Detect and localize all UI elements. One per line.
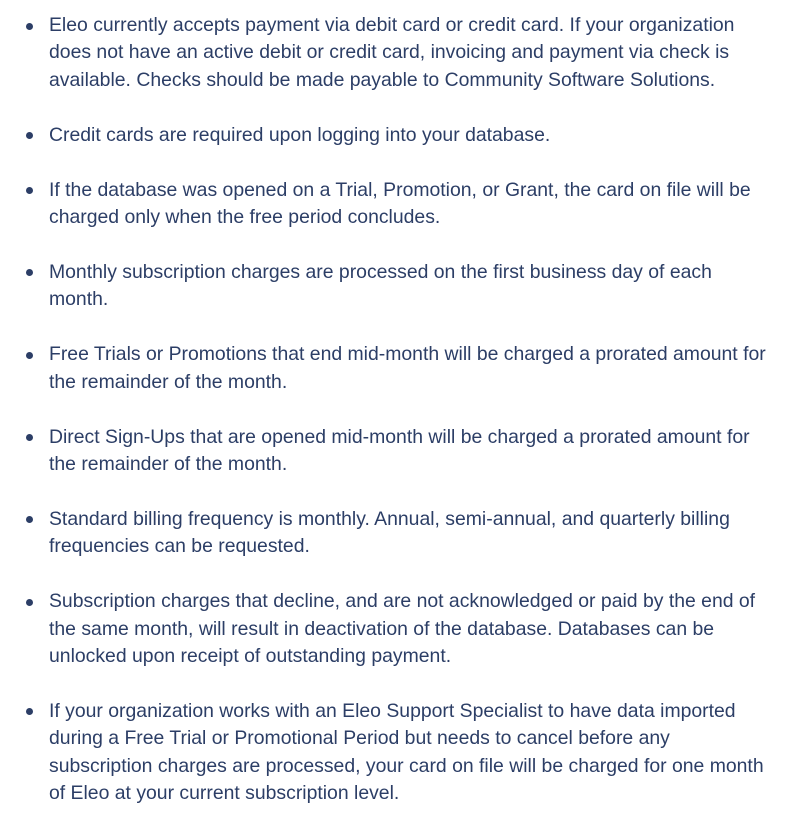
list-item (0, 588, 806, 670)
bullet-icon (26, 708, 33, 715)
list-item-text: Standard billing frequency is monthly. Annual, semi-annual, and quarterly billing frequencies can be requested. (49, 507, 730, 558)
bullet-icon (26, 269, 33, 276)
list-item (0, 122, 806, 149)
list-item (0, 698, 806, 808)
list-item (0, 506, 806, 561)
bullet-icon (26, 23, 33, 30)
bullet-icon (26, 132, 33, 139)
bullet-icon (26, 599, 33, 606)
bullet-icon (26, 352, 33, 359)
billing-policy-list (0, 12, 806, 835)
list-item (0, 341, 806, 396)
list-item-text: If your organization works with an Eleo Support Specialist to have data imported during a Free Trial or Promotional Period but needs to cancel before any subscription charges are processed, your card on file will be charged for one month of Eleo at your current subscription level. (49, 699, 764, 805)
bullet-icon (26, 187, 33, 194)
list-item (0, 12, 806, 94)
list-item-text: Eleo currently accepts payment via debit card or credit card. If your organization does not have an active debit or credit card, invoicing and payment via check is available. Checks should be made payable to Community Software Solutions. (49, 14, 735, 91)
list-item (0, 177, 806, 232)
list-item (0, 424, 806, 479)
list-item-text: If the database was opened on a Trial, Promotion, or Grant, the card on file will be charged only when the free period concludes. (49, 178, 751, 229)
list-item-text: Credit cards are required upon logging into your database. (49, 123, 551, 146)
list-item-text: Subscription charges that decline, and are not acknowledged or paid by the end of the same month, will result in deactivation of the database. Databases can be unlocked upon receipt of outstanding payment. (49, 590, 756, 667)
bullet-icon (26, 434, 33, 441)
list-item-text: Direct Sign-Ups that are opened mid-month will be charged a prorated amount for the remainder of the month. (49, 425, 750, 475)
list-item-text: Free Trials or Promotions that end mid-month will be charged a prorated amount for the remainder of the month. (49, 343, 766, 393)
list-item-text: Monthly subscription charges are processed on the first business day of each month. (49, 260, 712, 311)
bullet-icon (26, 516, 33, 523)
list-item (0, 259, 806, 314)
